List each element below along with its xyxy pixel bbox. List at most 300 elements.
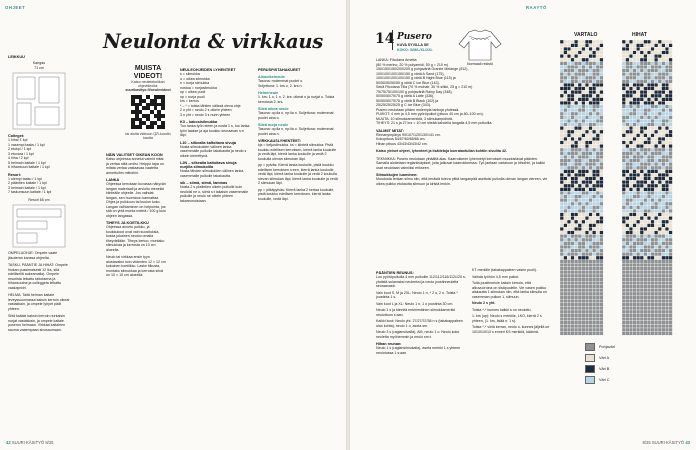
page-header: OHJEET [5,5,26,10]
chart-cell [592,281,596,285]
chart-cell [589,278,593,282]
chart-cell [647,303,651,307]
chart-cell [669,98,673,102]
chart-cell [571,252,575,256]
chart-cell [644,148,648,152]
chart-cell [647,321,651,325]
chart-cell [633,65,637,69]
chart-cell [571,292,575,296]
abbr-item: krs = kerros [180,99,199,103]
chart-cell [629,152,633,156]
chart-cell [665,144,669,148]
chart-cell [669,54,673,58]
chart-cell [636,281,640,285]
chart-cell [574,220,578,224]
chart-cell [582,321,586,325]
chart-cell [622,281,626,285]
chart-cell [592,188,596,192]
chart-cell [647,159,651,163]
chart-cell [585,281,589,285]
chart-cell [596,173,600,177]
chart-cell [596,166,600,170]
chart-cell [567,299,571,303]
chart-cell [589,292,593,296]
chart-cell [574,166,578,170]
chart-cell [578,263,582,267]
chart-cell [658,263,662,267]
body-text: Nosta tähden silmukoiden välinen lanka vasemmalle puikolle takakautta. [180,169,244,178]
chart-cell [651,141,655,145]
body-text: Katso ohjeessa annetut valmiit mitat ja vertaa niitä omiisi. Helppo tapa on mitata vertaa vastaavaa vaatetta annettuihin mittoihin. [106,157,164,175]
chart-cell [600,314,604,318]
chart-cell [640,242,644,246]
chart-cell [644,278,648,282]
chart-cell [622,231,626,235]
chart-cell [578,177,582,181]
chart-cell [592,317,596,321]
video-sub: Katso neuletekniikan ohjevideoita: [131,80,165,88]
chart-cell [640,177,644,181]
chart-cell [626,44,630,48]
chart-cell [633,206,637,210]
chart-cell [582,332,586,336]
chart-cell [622,328,626,332]
chart-cell [578,119,582,123]
chart-cell [560,303,564,307]
chart-cell [592,234,596,238]
chart-cell [633,134,637,138]
measure-line: Kokopituus 54/57/60/65/66 cm. [376,137,426,141]
chart-cell [622,40,626,44]
chart-cell [629,170,633,174]
chart-cell [567,62,571,66]
chart-cell [567,105,571,109]
chart-cell [582,288,586,292]
chart-cell [669,116,673,120]
chart-cell [600,62,604,66]
chart-cell [669,69,673,73]
chart-cell [560,234,564,238]
chart-cell [629,116,633,120]
chart-cell [665,267,669,271]
chart-cell [658,299,662,303]
chart-cell [574,188,578,192]
chart-cell [640,249,644,253]
chart-cell [658,188,662,192]
chart-cell [654,288,658,292]
chart-cell [636,105,640,109]
chart-cell [636,270,640,274]
chart-cell [582,296,586,300]
chart-cell [644,299,648,303]
chart-cell [658,54,662,58]
legend-item: Väri A [585,354,615,362]
chart-cell [644,191,648,195]
chart-cell [633,80,637,84]
chart-cell [585,98,589,102]
chart-cell [651,281,655,285]
chart-cell [585,126,589,130]
chart-cell [665,274,669,278]
chart-cell [600,72,604,76]
chart-cell [662,238,666,242]
chart-cell [592,134,596,138]
chart-cell [636,195,640,199]
chart-label-body: VARTALO [574,32,598,38]
chart-cell [574,332,578,336]
chart-cell [596,198,600,202]
chart-cell [665,260,669,264]
chart-cell [636,155,640,159]
chart-cell [640,321,644,325]
chart-cell [589,245,593,249]
chart-cell [578,332,582,336]
chart-cell [564,303,568,307]
material-line: 150/150/150/200/200 g pohjaväriä Granite Melange (812), [376,67,469,71]
chart-cell [669,65,673,69]
body-text: Ohjeessa annetu pulkko- ja koukkukoot ovat vain suosituksia, koska jokainen neuloo omalla tiheydellään. Tiheys kertoo, montako silmukkaa ja kerrosta on 10 cm alueella. [106,225,165,252]
chart-cell [662,285,666,289]
chart-cell [622,321,626,325]
chart-cell [600,303,604,307]
chart-cell [665,220,669,224]
section-heading: Sileä nurja neule [258,123,289,127]
chart-cell [582,119,586,123]
chart-cell [622,238,626,242]
chart-cell [564,328,568,332]
chart-cell [571,274,575,278]
chart-cell [636,274,640,278]
chart-cell [564,314,568,318]
chart-cell [647,116,651,120]
chart-cell [658,130,662,134]
chart-cell [592,224,596,228]
chart-cell [574,54,578,58]
chart-cell [600,288,604,292]
chart-cell [662,245,666,249]
chart-cell [567,166,571,170]
measure-line: Hihan pituus 43/43/43/43/42 cm. [376,141,428,146]
chart-cell [574,321,578,325]
measure-line: Rinnanympärys 99/107/120/130/141 cm. [376,132,441,137]
chart-cell [571,40,575,44]
chart-cell [560,148,564,152]
chart-label-sleeves: HIHAT [632,32,647,38]
chart-cell [560,306,564,310]
chart-cell [662,220,666,224]
chart-cell [633,216,637,220]
chart-cell [647,238,651,242]
qr-code[interactable] [131,95,165,129]
chart-cell [582,328,586,332]
chart-cell [651,108,655,112]
chart-cell [560,177,564,181]
chart-cell [629,328,633,332]
chart-cell [651,234,655,238]
chart-cell [600,310,604,314]
chart-cell [560,130,564,134]
chart-cell [651,314,655,318]
chart-cell [629,137,633,141]
chart-cell [596,227,600,231]
chart-cell [578,202,582,206]
chart-cell [585,65,589,69]
chart-cell [662,184,666,188]
fabric-width: 71 cm [34,65,44,70]
chart-cell [578,180,582,184]
model-subtitle: KUVA SYVILLA SE [397,43,429,47]
chart-cell [564,83,568,87]
chart-cell [596,90,600,94]
chart-cell [560,144,564,148]
chart-cell [592,180,596,184]
chart-cell [662,72,666,76]
chart-cell [654,191,658,195]
body-text: Tasona: op:lla o, np:lla n. Suljettuna: molemmat puolet aina o. [258,111,334,120]
chart-cell [629,220,633,224]
chart-cell [585,216,589,220]
chart-cell [658,116,662,120]
chart-cell [578,281,582,285]
chart-cell [585,332,589,336]
chart-cell [600,206,604,210]
chart-cell [662,296,666,300]
chart-cell [600,227,604,231]
chart-cell [626,310,630,314]
chart-cell [574,90,578,94]
chart-cell [592,112,596,116]
chart-cell [651,152,655,156]
chart-cell [633,306,637,310]
chart-cell [600,234,604,238]
chart-cell [647,285,651,289]
chart-cell [647,137,651,141]
chart-cell [629,278,633,282]
chart-cell [560,83,564,87]
chart-cell [600,242,604,246]
chart-cell [654,83,658,87]
chart-cell [571,177,575,181]
chart-cell [582,105,586,109]
chart-cell [626,263,630,267]
chart-cell [665,40,669,44]
chart-cell [574,69,578,73]
chart-cell [636,166,640,170]
chart-cell [567,134,571,138]
chart-legend [585,343,615,387]
chart-cell [592,90,596,94]
chart-cell [629,51,633,55]
chart-cell [600,173,604,177]
chart-cell [567,130,571,134]
chart-cell [647,267,651,271]
chart-cell [564,130,568,134]
chart-cell [636,116,640,120]
chart-cell [592,130,596,134]
chart-cell [654,159,658,163]
chart-cell [640,116,644,120]
chart-cell [600,224,604,228]
chart-cell [626,324,630,328]
chart-cell [647,288,651,292]
chart-cell [574,155,578,159]
chart-cell [633,47,637,51]
chart-cell [654,249,658,253]
chart-cell [574,270,578,274]
chart-cell [592,220,596,224]
chart-cell [665,198,669,202]
chart-cell [662,288,666,292]
chart-cell [571,58,575,62]
chart-cell [585,252,589,256]
video-callout [124,65,172,140]
chart-cell [582,256,586,260]
chart-cell [647,44,651,48]
chart-cell [636,234,640,238]
chart-cell [567,209,571,213]
chart-cell [665,324,669,328]
chart-cell [596,69,600,73]
chart-cell [596,220,600,224]
chart-cell [647,152,651,156]
chart-cell [578,188,582,192]
chart-cell [596,152,600,156]
chart-cell [647,324,651,328]
chart-cell [626,155,630,159]
chart-cell [651,256,655,260]
chart-cell [644,116,648,120]
chart-cell [592,98,596,102]
video-link[interactable]: suurikasityo.fi/neulevideot [125,88,171,92]
chart-cell [662,87,666,91]
chart-cell [626,252,630,256]
chart-cell [665,105,669,109]
chart-cell [567,58,571,62]
chart-cell [582,292,586,296]
abbr-item: op = oikea puoli [180,90,206,94]
chart-cell [578,213,582,217]
chart-cell [592,101,596,105]
chart-cell [654,188,658,192]
chart-cell [592,94,596,98]
chart-cell [626,80,630,84]
chart-cell [578,314,582,318]
chart-cell [567,306,571,310]
chart-cell [574,206,578,210]
chart-cell [662,332,666,336]
chart-cell [574,306,578,310]
chart-cell [636,173,640,177]
chart-cell [592,116,596,120]
chart-cell [665,152,669,156]
chart-cell [644,101,648,105]
chart-cell [567,324,571,328]
chart-cell [567,159,571,163]
chart-cell [644,209,648,213]
chart-cell [560,332,564,336]
chart-cell [636,141,640,145]
chart-cell [658,119,662,123]
colour-chart [560,28,678,420]
body-text: KT-merkille (takakappaleen vasen puoli). [472,268,537,272]
chart-cell [640,234,644,238]
chart-cell [596,123,600,127]
chart-cell [564,252,568,256]
chart-cell [564,188,568,192]
chart-cell [574,76,578,80]
chart-cell [622,119,626,123]
chart-cell [654,90,658,94]
chart-cell [644,252,648,256]
chart-cell [585,198,589,202]
chart-cell [654,51,658,55]
chart-cell [644,170,648,174]
chart-cell [564,69,568,73]
chart-cell [622,144,626,148]
chart-cell [585,188,589,192]
chart-cell [651,105,655,109]
chart-cell [636,267,640,271]
chart-cell [582,260,586,264]
chart-cell [585,231,589,235]
chart-cell [585,227,589,231]
chart-cell [585,108,589,112]
chart-cell [564,58,568,62]
chart-cell [654,324,658,328]
chart-cell [567,278,571,282]
chart-cell [596,278,600,282]
chart-cell [647,245,651,249]
chart-cell [560,274,564,278]
chart-cell [654,227,658,231]
chart-cell [629,162,633,166]
chart-cell [654,234,658,238]
chart-cell [654,44,658,48]
section-heading: sik – silmä, silmä, lammas [180,181,228,185]
chart-cell [578,321,582,325]
chart-cell [665,69,669,73]
body-text: Toista *-* vielä kerran, neulo o. kunnes jäljellä on 10/10/10/10 s ennen KS merkkiä, käännä. [472,325,550,334]
chart-cell [585,116,589,120]
chart-cell [574,314,578,318]
chart-cell [589,216,593,220]
chart-cell [654,184,658,188]
chart-cell [582,87,586,91]
chart-cell [665,119,669,123]
chart-cell [571,87,575,91]
chart-cell [622,98,626,102]
chart-cell [626,303,630,307]
chart-cell [665,134,669,138]
chart-cell [571,220,575,224]
chart-cell [560,202,564,206]
chart-cell [600,281,604,285]
chart-cell [571,51,575,55]
chart-cell [622,173,626,177]
chart-cell [571,195,575,199]
page-footer [643,440,691,445]
chart-cell [658,260,662,264]
chart-cell [662,58,666,62]
chart-cell [564,152,568,156]
chart-cell [669,40,673,44]
chart-cell [589,94,593,98]
chart-cell [647,123,651,127]
chart-cell [626,245,630,249]
chart-cell [669,126,673,130]
chart-cell [629,141,633,145]
chart-cell [567,213,571,217]
